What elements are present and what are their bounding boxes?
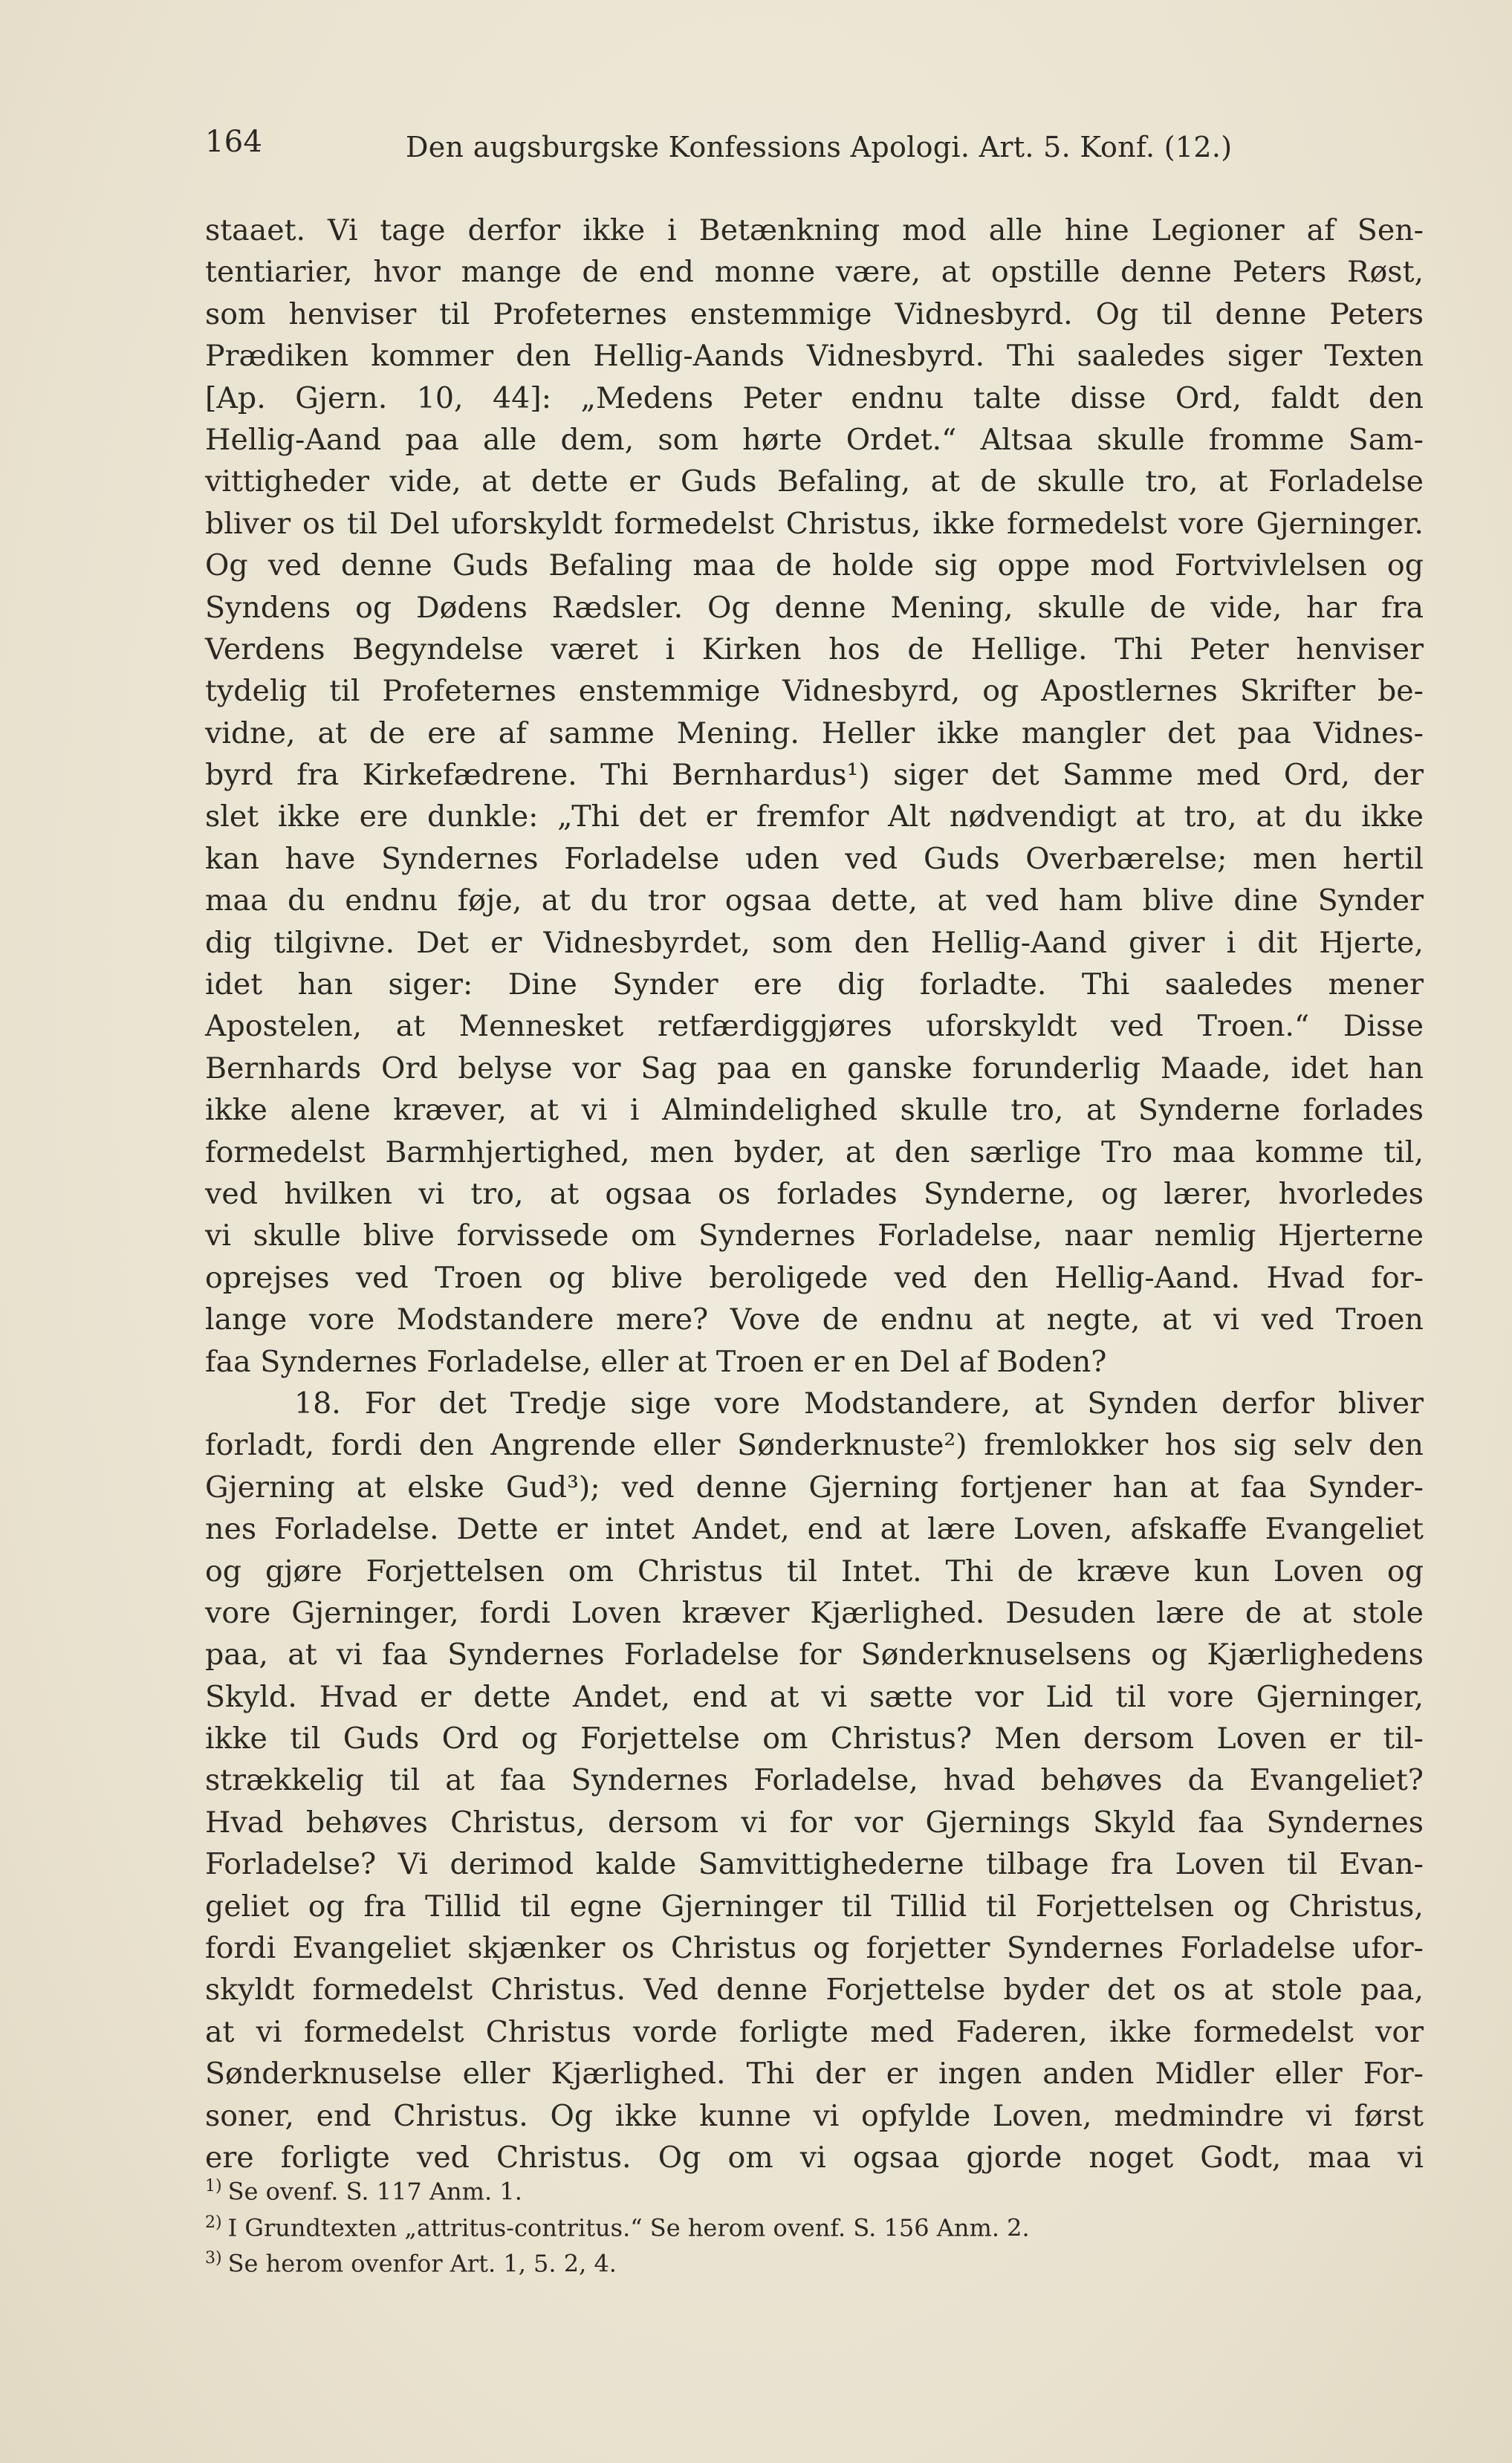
text-line: oprejses ved Troen og blive beroligede ved den Hellig-Aand. Hvad for- — [205, 1260, 1424, 1295]
text-line: Forladelse? Vi derimod kalde Samvittighederne tilbage fra Loven til Evan- — [205, 1847, 1424, 1882]
text-line: strækkelig til at faa Syndernes Forladelse, hvad behøves da Evangeliet? — [205, 1763, 1424, 1798]
text-line: soner, end Christus. Og ikke kunne vi opfylde Loven, medmindre vi først — [205, 2098, 1424, 2133]
text-line: bliver os til Del uforskyldt formedelst Christus, ikke formedelst vore Gjerninger. — [205, 506, 1424, 541]
text-line: formedelst Barmhjertighed, men byder, at den særlige Tro maa komme til, — [205, 1135, 1424, 1169]
text-line: Gjerning at elske Gud³); ved denne Gjerning fortjener han at faa Synder- — [205, 1470, 1424, 1505]
text-line: ere forligte ved Christus. Og om vi ogsaa gjorde noget Godt, maa vi — [205, 2140, 1424, 2175]
text-line: skyldt formedelst Christus. Ved denne Forjettelse byder det os at stole paa, — [205, 1973, 1424, 2008]
text-line: ikke alene kræver, at vi i Almindelighed skulle tro, at Synderne forlades — [205, 1093, 1424, 1128]
running-head: Den augsburgske Konfessions Apologi. Art. 5. Konf. (12.) — [406, 131, 1233, 163]
text-line: tentiarier, hvor mange de end monne være, at opstille denne Peters Røst, — [205, 255, 1424, 290]
footnote-marker: 1) — [205, 2177, 222, 2196]
text-line: som henviser til Profeternes enstemmige Vidnesbyrd. Og til denne Peters — [205, 296, 1424, 331]
footnote — [205, 2171, 1364, 2207]
text-line: slet ikke ere dunkle: „Thi det er fremfor Alt nødvendigt at tro, at du ikke — [205, 799, 1424, 834]
text-line: vore Gjerninger, fordi Loven kræver Kjærlighed. Desuden lære de at stole — [205, 1595, 1424, 1630]
footnote-text: I Grundtexten „attritus-contritus.“ Se herom ovenf. S. 156 Anm. 2. — [227, 2213, 1030, 2242]
text-line: 18. For det Tredje sige vore Modstandere, at Synden derfor bliver — [294, 1386, 1424, 1421]
text-line: Og ved denne Guds Befaling maa de holde sig oppe mod Fortvivlelsen og — [205, 548, 1424, 583]
text-line: ved hvilken vi tro, at ogsaa os forlades Synderne, og lærer, hvorledes — [205, 1176, 1424, 1211]
text-line: Bernhards Ord belyse vor Sag paa en ganske forunderlig Maade, idet han — [205, 1051, 1424, 1086]
footnote-marker: 2) — [205, 2213, 222, 2232]
text-line: Verdens Begyndelse været i Kirken hos de Hellige. Thi Peter henviser — [205, 632, 1424, 666]
footnotes — [205, 2171, 1364, 2279]
footnote-text: Se ovenf. S. 117 Anm. 1. — [227, 2177, 522, 2206]
text-line: faa Syndernes Forladelse, eller at Troen er en Del af Boden? — [205, 1344, 1107, 1379]
footnote-marker: 3) — [205, 2249, 222, 2268]
text-line: kan have Syndernes Forladelse uden ved Guds Overbærelse; men hertil — [205, 841, 1424, 876]
text-line: Sønderknuselse eller Kjærlighed. Thi der er ingen anden Midler eller For- — [205, 2057, 1424, 2092]
text-line: Prædiken kommer den Hellig-Aands Vidnesbyrd. Thi saaledes siger Texten — [205, 339, 1424, 374]
text-line: vi skulle blive forvissede om Syndernes Forladelse, naar nemlig Hjerterne — [205, 1218, 1424, 1253]
text-line: dig tilgivne. Det er Vidnesbyrdet, som den Hellig-Aand giver i dit Hjerte, — [205, 925, 1424, 960]
text-line: Syndens og Dødens Rædsler. Og denne Mening, skulle de vide, har fra — [205, 590, 1424, 625]
text-line: nes Forladelse. Dette er intet Andet, end at lære Loven, afskaffe Evangeliet — [205, 1512, 1424, 1547]
text-line: paa, at vi faa Syndernes Forladelse for Sønderknuselsens og Kjærlighedens — [205, 1638, 1424, 1672]
text-line: geliet og fra Tillid til egne Gjerninger til Tillid til Forjettelsen og Christus, — [205, 1889, 1424, 1924]
text-line: vidne, at de ere af samme Mening. Heller ikke mangler det paa Vidnes- — [205, 715, 1424, 750]
text-line: forladt, fordi den Angrende eller Sønderknuste²) fremlokker hos sig selv den — [205, 1428, 1424, 1463]
body-text — [205, 210, 1424, 2178]
text-line: idet han siger: Dine Synder ere dig forladte. Thi saaledes mener — [205, 967, 1424, 1002]
text-line: og gjøre Forjettelsen om Christus til Intet. Thi de kræve kun Loven og — [205, 1554, 1424, 1589]
text-line: Hvad behøves Christus, dersom vi for vor Gjernings Skyld faa Syndernes — [205, 1805, 1424, 1840]
text-line: vittigheder vide, at dette er Guds Befaling, at de skulle tro, at Forladelse — [205, 464, 1424, 499]
text-line: Apostelen, at Mennesket retfærdiggjøres uforskyldt ved Troen.“ Disse — [205, 1009, 1424, 1044]
text-line: Hellig-Aand paa alle dem, som hørte Ordet.“ Altsaa skulle fromme Sam- — [205, 422, 1424, 457]
text-line: lange vore Modstandere mere? Vove de endnu at negte, at vi ved Troen — [205, 1302, 1424, 1337]
text-line: [Ap. Gjern. 10, 44]: „Medens Peter endnu talte disse Ord, faldt den — [205, 380, 1424, 415]
page-number: 164 — [205, 125, 263, 159]
footnote — [205, 2243, 1364, 2279]
footnote-text: Se herom ovenfor Art. 1, 5. 2, 4. — [227, 2249, 617, 2278]
text-line: byrd fra Kirkefædrene. Thi Bernhardus¹) siger det Samme med Ord, der — [205, 758, 1424, 793]
text-line: tydelig til Profeternes enstemmige Vidnesbyrd, og Apostlernes Skrifter be- — [205, 674, 1424, 709]
text-line: Skyld. Hvad er dette Andet, end at vi sætte vor Lid til vore Gjerninger, — [205, 1679, 1424, 1714]
text-line: ikke til Guds Ord og Forjettelse om Christus? Men dersom Loven er til- — [205, 1721, 1424, 1756]
text-line: fordi Evangeliet skjænker os Christus og forjetter Syndernes Forladelse ufor- — [205, 1931, 1424, 1966]
footnote — [205, 2207, 1364, 2244]
text-line: maa du endnu føje, at du tror ogsaa dette, at ved ham blive dine Synder — [205, 883, 1424, 918]
text-line: at vi formedelst Christus vorde forligte med Faderen, ikke formedelst vor — [205, 2014, 1424, 2049]
text-line: staaet. Vi tage derfor ikke i Betænkning mod alle hine Legioner af Sen- — [205, 213, 1424, 247]
